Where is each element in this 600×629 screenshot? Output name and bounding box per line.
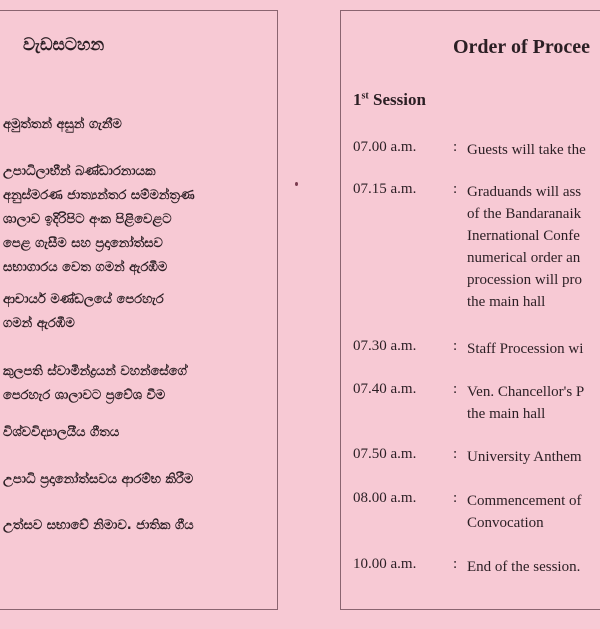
sinhala-item-1 [3, 113, 273, 137]
sinhala-item-2 [3, 160, 273, 280]
sinhala-line: අනුස්මරණ ජාත්‍යන්තර සම්මන්ත්‍රණ [3, 188, 195, 203]
sinhala-line: විශ්වවිද්‍යාලයීය ගීතය [3, 425, 120, 440]
schedule-description [467, 556, 580, 578]
schedule-description [467, 338, 583, 360]
description-line: of the Bandaranaik [467, 206, 582, 222]
description-line: Graduands will ass [467, 184, 582, 200]
schedule-description [467, 446, 582, 468]
sinhala-line: ශාලාව ඉදිරිපිට අංක පිළිවෙළට [3, 212, 172, 227]
schedule-description [467, 381, 584, 425]
schedule-colon: : [453, 490, 458, 506]
description-line: Commencement of [467, 493, 582, 509]
sinhala-line: පෙළ ගැසීම සහ ප්‍රදානෝත්සව [3, 236, 163, 251]
schedule-time: 07.15 a.m. [353, 181, 417, 197]
sinhala-line: ආචාර්ය මණ්ඩලයේ පෙරහැර [3, 292, 164, 307]
schedule-colon: : [453, 556, 458, 572]
description-line: Convocation [467, 515, 544, 531]
schedule-colon: : [453, 381, 458, 397]
sinhala-item-7 [3, 514, 273, 538]
session-number: 1 [353, 90, 362, 109]
sinhala-title: වැඩසටහන [23, 35, 105, 55]
sinhala-item-5 [3, 421, 273, 445]
english-program-panel [340, 10, 600, 610]
description-line: Inernational Confe [467, 228, 580, 244]
sinhala-line: පෙරහැර ශාලාවට ප්‍රවේශ වීම [3, 388, 166, 403]
schedule-colon: : [453, 338, 458, 354]
schedule-description [467, 490, 582, 534]
description-line: numerical order an [467, 250, 581, 266]
sinhala-line: කුලපති ස්වාමීන්ද්‍රයන් වහන්සේගේ [3, 364, 187, 379]
english-title: Order of Procee [453, 36, 590, 58]
schedule-time: 08.00 a.m. [353, 490, 417, 506]
schedule-time: 10.00 a.m. [353, 556, 417, 572]
sinhala-line: උපාධි ප්‍රදානෝත්සවය ආරම්භ කිරීම [3, 472, 194, 487]
description-line: procession will pro [467, 272, 582, 288]
schedule-time: 07.00 a.m. [353, 139, 417, 155]
sinhala-item-3 [3, 288, 273, 336]
session-heading [353, 90, 426, 110]
description-line: End of the session. [467, 559, 581, 575]
schedule-description [467, 139, 586, 161]
schedule-colon: : [453, 139, 458, 155]
description-line: Staff Procession wi [467, 341, 584, 357]
schedule-description [467, 181, 582, 313]
schedule-time: 07.30 a.m. [353, 338, 417, 354]
schedule-time: 07.40 a.m. [353, 381, 417, 397]
sinhala-line: ගමන් ඇරඹීම [3, 316, 75, 331]
sinhala-line: උපාධිලාභීන් බණ්ඩාරනායක [3, 164, 156, 179]
description-line: the main hall [467, 294, 546, 310]
sinhala-item-6 [3, 468, 273, 492]
session-word: Session [368, 90, 426, 109]
decorative-dot [295, 182, 298, 186]
sinhala-item-4 [3, 360, 273, 408]
schedule-time: 07.50 a.m. [353, 446, 417, 462]
sinhala-line: සභාගාරය වෙත ගමන් ඇරඹීම [3, 260, 168, 275]
session-suffix: st [361, 90, 369, 102]
schedule-colon: : [453, 181, 458, 197]
description-line: Guests will take the [467, 142, 586, 158]
sinhala-line: උත්සව සභාවේ නිමාව. ජාතික ගීය [3, 518, 194, 533]
description-line: Ven. Chancellor's P [467, 384, 585, 400]
sinhala-line: අමුත්තන් අසුන් ගැනීම [3, 117, 122, 132]
description-line: the main hall [467, 406, 546, 422]
schedule-colon: : [453, 446, 458, 462]
sinhala-program-panel [0, 10, 278, 610]
description-line: University Anthem [467, 449, 582, 465]
